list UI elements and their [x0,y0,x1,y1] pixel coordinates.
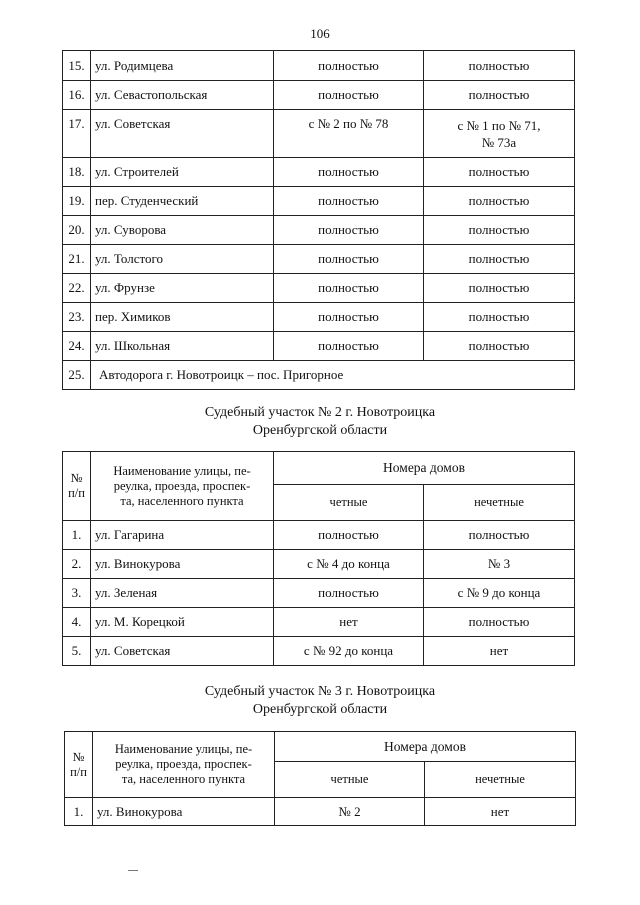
row-number: 3. [63,579,91,608]
row-number: 2. [63,550,91,579]
row-number: 25. [63,361,91,390]
table-row [63,361,575,390]
row-number: 20. [63,216,91,245]
street-name: ул. Севастопольская [91,81,274,110]
even-houses: полностью [274,187,424,216]
header-odd: нечетные [424,485,575,521]
odd-houses: полностью [424,158,575,187]
odd-houses: с № 9 до конца [424,579,575,608]
street-name: ул. Школьная [91,332,274,361]
table-row [63,579,575,608]
table-row [63,110,575,158]
street-name: пер. Химиков [91,303,274,332]
odd-houses: полностью [424,608,575,637]
row-number: 22. [63,274,91,303]
street-name: пер. Студенческий [91,187,274,216]
even-houses: полностью [274,303,424,332]
section-3-heading [0,683,640,719]
odd-houses [424,110,575,158]
table-row [63,274,575,303]
table-row [63,332,575,361]
even-houses: полностью [274,81,424,110]
street-name: ул. Зеленая [91,579,274,608]
street-name: ул. Фрунзе [91,274,274,303]
row-number: 5. [63,637,91,666]
row-number: 1. [65,798,93,826]
section-2-title-line2: Оренбургской области [252,423,388,438]
table-row [63,637,575,666]
header-number [63,452,91,521]
table-row [63,245,575,274]
street-name: ул. Строителей [91,158,274,187]
even-houses: с № 4 до конца [274,550,424,579]
even-houses: полностью [274,216,424,245]
header-number-line1: № [70,471,83,485]
table-row [63,51,575,81]
table-header-row [65,732,576,762]
odd-houses: полностью [424,81,575,110]
row-number: 23. [63,303,91,332]
section-2-heading [0,404,640,440]
table-row [63,550,575,579]
row-number: 4. [63,608,91,637]
street-name: ул. М. Корецкой [91,608,274,637]
header-odd: нечетные [425,762,576,798]
header-name-line2: реулка, проезда, проспек- [115,757,252,771]
odd-houses: полностью [424,521,575,550]
header-name-line2: реулка, проезда, проспек- [113,478,251,493]
even-houses: полностью [274,158,424,187]
streets-table-continuation [62,50,575,390]
odd-houses-line1: с № 1 по № 71, [457,117,541,133]
table-header-row [63,452,575,485]
even-houses: полностью [274,521,424,550]
table-row [63,81,575,110]
row-number: 17. [63,110,91,158]
table-row [63,187,575,216]
even-houses: полностью [274,332,424,361]
odd-houses: № 3 [424,550,575,579]
row-number: 19. [63,187,91,216]
header-house-numbers: Номера домов [275,732,576,762]
odd-houses: полностью [424,303,575,332]
street-name: ул. Родимцева [91,51,274,81]
street-name: ул. Советская [91,110,274,158]
even-houses: нет [274,608,424,637]
row-number: 21. [63,245,91,274]
section-3-title-line2: Оренбургской области [252,702,388,717]
header-name-line3: та, населенного пункта [121,772,246,786]
row-number: 18. [63,158,91,187]
table-row [63,303,575,332]
table-row [63,158,575,187]
section-2-streets-table [62,451,575,666]
street-name: ул. Винокурова [93,798,275,826]
street-name: ул. Советская [91,637,274,666]
odd-houses: полностью [424,332,575,361]
row-number: 24. [63,332,91,361]
header-number-line2: п/п [68,486,85,500]
header-street-name [91,452,274,521]
section-3-streets-table [64,731,576,826]
odd-houses: нет [424,637,575,666]
even-houses: полностью [274,579,424,608]
street-name: ул. Винокурова [91,550,274,579]
table-row [63,608,575,637]
odd-houses: полностью [424,187,575,216]
header-number-line2: п/п [70,764,87,779]
odd-houses: полностью [424,51,575,81]
header-name-line1: Наименование улицы, пе- [114,742,253,756]
table-row [63,216,575,245]
header-house-numbers: Номера домов [274,452,575,485]
page-number: 106 [310,26,330,41]
even-houses: полностью [274,245,424,274]
even-houses: полностью [274,51,424,81]
odd-houses-line2: № 73а [481,134,517,150]
odd-houses: полностью [424,216,575,245]
section-2-title-line1: Судебный участок № 2 г. Новотроицка [204,405,436,420]
section-3-title-line1: Судебный участок № 3 г. Новотроицка [204,684,436,699]
street-name: ул. Толстого [91,245,274,274]
street-name: ул. Гагарина [91,521,274,550]
even-houses: с № 92 до конца [274,637,424,666]
table-row [65,798,576,826]
header-street-name [93,732,275,798]
even-houses: полностью [274,274,424,303]
table-row [63,521,575,550]
row-number: 15. [63,51,91,81]
odd-houses: полностью [424,274,575,303]
odd-houses: полностью [424,245,575,274]
street-name: ул. Суворова [91,216,274,245]
even-houses: с № 2 по № 78 [274,110,424,158]
odd-houses: нет [425,798,576,826]
header-name-line1: Наименование улицы, пе- [113,463,251,478]
road-name: Автодорога г. Новотроицк – пос. Пригорное [91,361,575,390]
scan-smudge [128,870,138,871]
header-number-line1: № [72,749,85,764]
header-even: четные [275,762,425,798]
header-number [65,732,93,798]
row-number: 1. [63,521,91,550]
row-number: 16. [63,81,91,110]
header-name-line3: та, населенного пункта [120,493,244,508]
even-houses: № 2 [275,798,425,826]
header-even: четные [274,485,424,521]
